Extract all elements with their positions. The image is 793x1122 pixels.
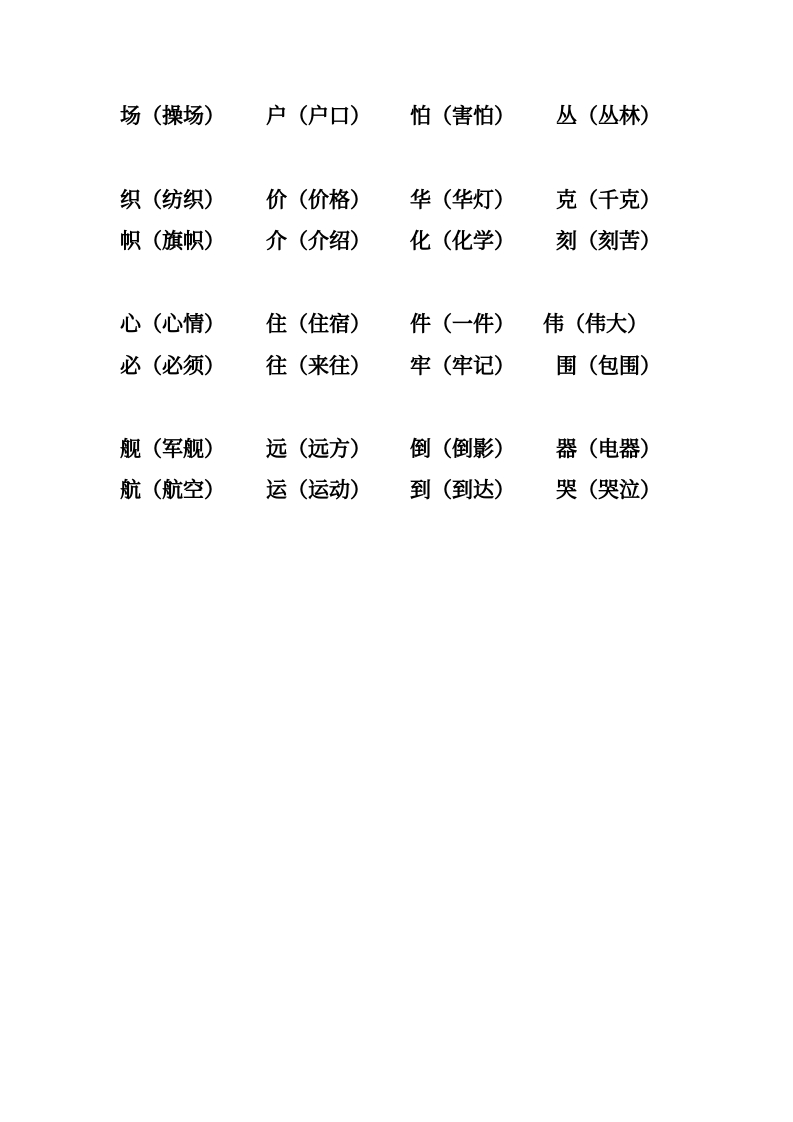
word-entry: 哭（哭泣） [556, 478, 661, 502]
word-entry: 伟（伟大） [543, 312, 648, 336]
word-entry: 航（航空） [120, 478, 225, 502]
word-entry: 化（化学） [410, 229, 515, 253]
word-entry: 器（电器） [556, 437, 661, 461]
word-row-7 [0, 475, 793, 505]
word-entry: 到（到达） [410, 478, 515, 502]
word-entry: 牢（牢记） [410, 354, 515, 378]
word-entry: 帜（旗帜） [120, 229, 225, 253]
word-entry: 介（介绍） [266, 229, 371, 253]
word-entry: 怕（害怕） [410, 104, 515, 128]
word-row-2 [0, 185, 793, 215]
word-entry: 往（来往） [266, 354, 371, 378]
word-entry: 住（住宿） [266, 312, 371, 336]
word-entry: 倒（倒影） [410, 437, 515, 461]
word-entry: 价（价格） [266, 188, 371, 212]
word-row-3 [0, 226, 793, 256]
word-entry: 织（纺织） [120, 188, 225, 212]
word-entry: 心（心情） [120, 312, 225, 336]
word-entry: 运（运动） [266, 478, 371, 502]
word-entry: 户（户口） [266, 104, 371, 128]
word-row-1 [0, 101, 793, 131]
word-entry: 克（千克） [556, 188, 661, 212]
word-entry: 华（华灯） [410, 188, 515, 212]
word-entry: 刻（刻苦） [556, 229, 661, 253]
word-entry: 必（必须） [120, 354, 225, 378]
word-row-6 [0, 434, 793, 464]
word-entry: 场（操场） [120, 104, 225, 128]
word-entry: 丛（丛林） [556, 104, 661, 128]
word-entry: 件（一件） [410, 312, 515, 336]
word-entry: 远（远方） [266, 437, 371, 461]
word-row-4 [0, 309, 793, 339]
word-row-5 [0, 351, 793, 381]
word-entry: 舰（军舰） [120, 437, 225, 461]
word-entry: 围（包围） [556, 354, 661, 378]
